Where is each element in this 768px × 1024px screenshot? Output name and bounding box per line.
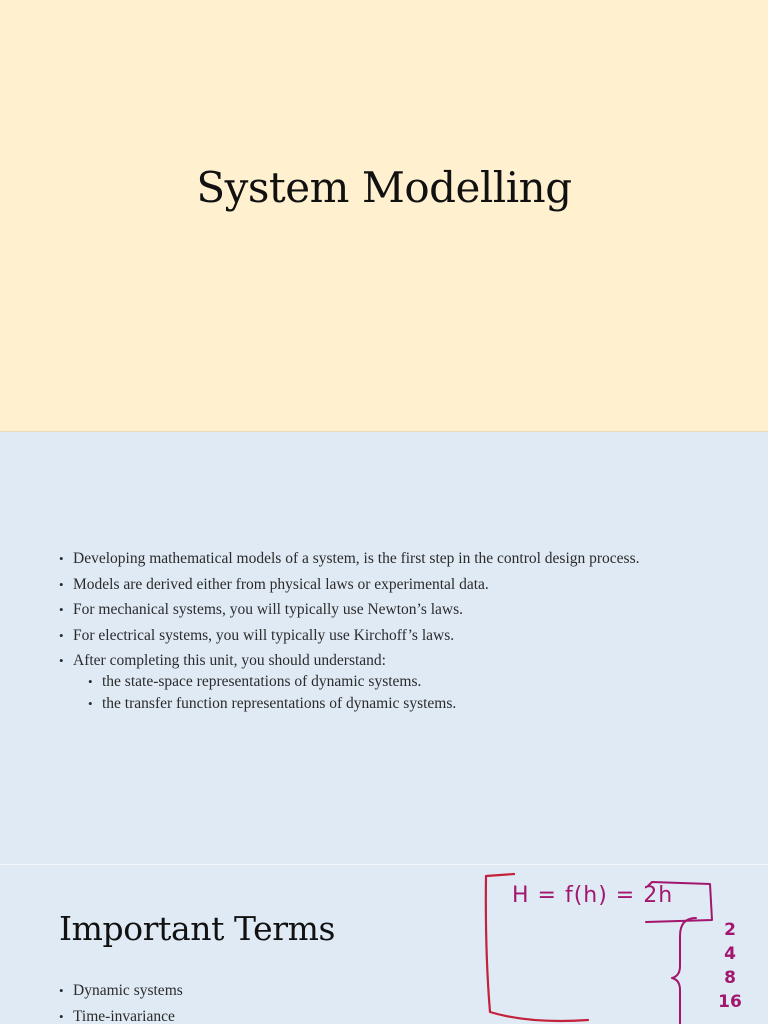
- handwritten-sequence: [716, 918, 744, 1014]
- bullet-item: • Developing mathematical models of a system, is the first step in the control design process.: [59, 549, 639, 568]
- sequence-value: 2: [724, 920, 736, 940]
- slide-title: System Modelling: [196, 163, 572, 212]
- slide-heading: Important Terms: [59, 909, 336, 948]
- bullet-item: • Dynamic systems: [59, 981, 183, 1000]
- handwritten-annotation: [470, 862, 768, 1024]
- title-slide: [0, 0, 768, 432]
- bullet-item: • Models are derived either from physical laws or experimental data.: [59, 575, 639, 594]
- overview-slide: [0, 433, 768, 865]
- curly-brace-stroke: [672, 918, 696, 1024]
- bullet-text: After completing this unit, you should understand:: [73, 652, 386, 669]
- bullet-item: • For mechanical systems, you will typically use Newton’s laws.: [59, 600, 639, 619]
- sub-bullet-item: • the transfer function representations of dynamic systems.: [88, 694, 639, 713]
- sequence-value: 16: [718, 992, 742, 1012]
- sequence-value: 8: [724, 968, 736, 988]
- handwritten-formula: H = f(h) = 2h: [512, 883, 674, 908]
- bullet-item-with-subitems: [59, 651, 639, 713]
- sub-bullet-list: [73, 672, 639, 713]
- overview-bullet-list: [59, 549, 639, 719]
- terms-bullet-list: [59, 981, 183, 1024]
- bullet-item: • For electrical systems, you will typically use Kirchoff’s laws.: [59, 626, 639, 645]
- bullet-item: • Time-invariance: [59, 1007, 183, 1024]
- sub-bullet-item: • the state-space representations of dynamic systems.: [88, 672, 639, 691]
- sequence-value: 4: [724, 944, 736, 964]
